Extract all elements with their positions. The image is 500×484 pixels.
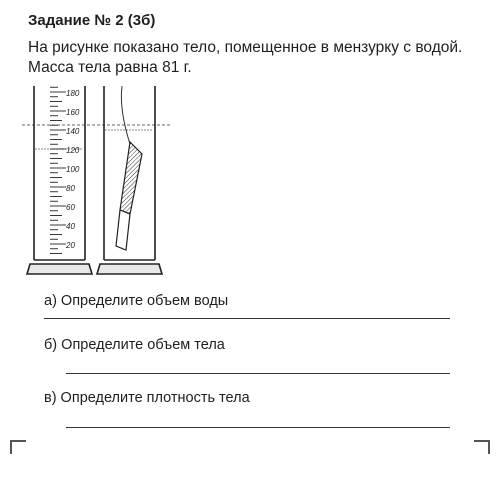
scale-label-160: 160 <box>66 108 80 117</box>
water-surface-dot <box>35 148 36 149</box>
water-surface-dot <box>120 129 121 130</box>
problem-statement: На рисунке показано тело, помещенное в мензурку с водой. Масса тела равна 81 г. <box>28 39 463 76</box>
water-surface-dot <box>111 129 112 130</box>
water-surface-dot <box>44 148 45 149</box>
scale-label-140: 140 <box>66 127 80 136</box>
thread <box>121 86 130 144</box>
scale-label-60: 60 <box>66 203 75 212</box>
answer-line-a[interactable] <box>44 318 450 319</box>
water-surface-dot <box>129 129 130 130</box>
water-surface-dot <box>123 129 124 130</box>
corner-mark-left <box>10 440 26 454</box>
water-surface-dot <box>117 129 118 130</box>
scale-label-180: 180 <box>66 89 80 98</box>
water-surface-dot <box>114 129 115 130</box>
measuring-cylinders-figure <box>22 82 172 278</box>
task-title: Задание № 2 (3б) <box>28 12 156 29</box>
water-surface-dot <box>108 129 109 130</box>
scale-label-20: 20 <box>66 241 75 250</box>
corner-mark-right <box>474 440 490 454</box>
left-cylinder <box>27 86 92 274</box>
immersed-body <box>116 142 142 250</box>
scale-label-80: 80 <box>66 184 75 193</box>
scale-label-40: 40 <box>66 222 75 231</box>
answer-line-b[interactable] <box>66 373 450 374</box>
water-surface-dot <box>147 129 148 130</box>
question-a: а) Определите объем воды <box>44 293 229 309</box>
scale-ticks <box>50 87 66 253</box>
water-surface-dot <box>80 148 81 149</box>
water-surface-dot <box>38 148 39 149</box>
water-surface-dot <box>150 129 151 130</box>
scale-label-120: 120 <box>66 146 80 155</box>
water-surface-dot <box>138 129 139 130</box>
right-water <box>105 129 151 130</box>
water-surface-dot <box>141 129 142 130</box>
answer-line-c[interactable] <box>66 427 450 428</box>
water-surface-dot <box>41 148 42 149</box>
water-surface-dot <box>132 129 133 130</box>
water-surface-dot <box>135 129 136 130</box>
scale-labels <box>65 89 80 250</box>
water-surface-dot <box>47 148 48 149</box>
question-c: в) Определите плотность тела <box>44 390 250 406</box>
water-surface-dot <box>144 129 145 130</box>
water-surface-dot <box>105 129 106 130</box>
scale-label-100: 100 <box>66 165 80 174</box>
question-b: б) Определите объем тела <box>44 337 225 353</box>
